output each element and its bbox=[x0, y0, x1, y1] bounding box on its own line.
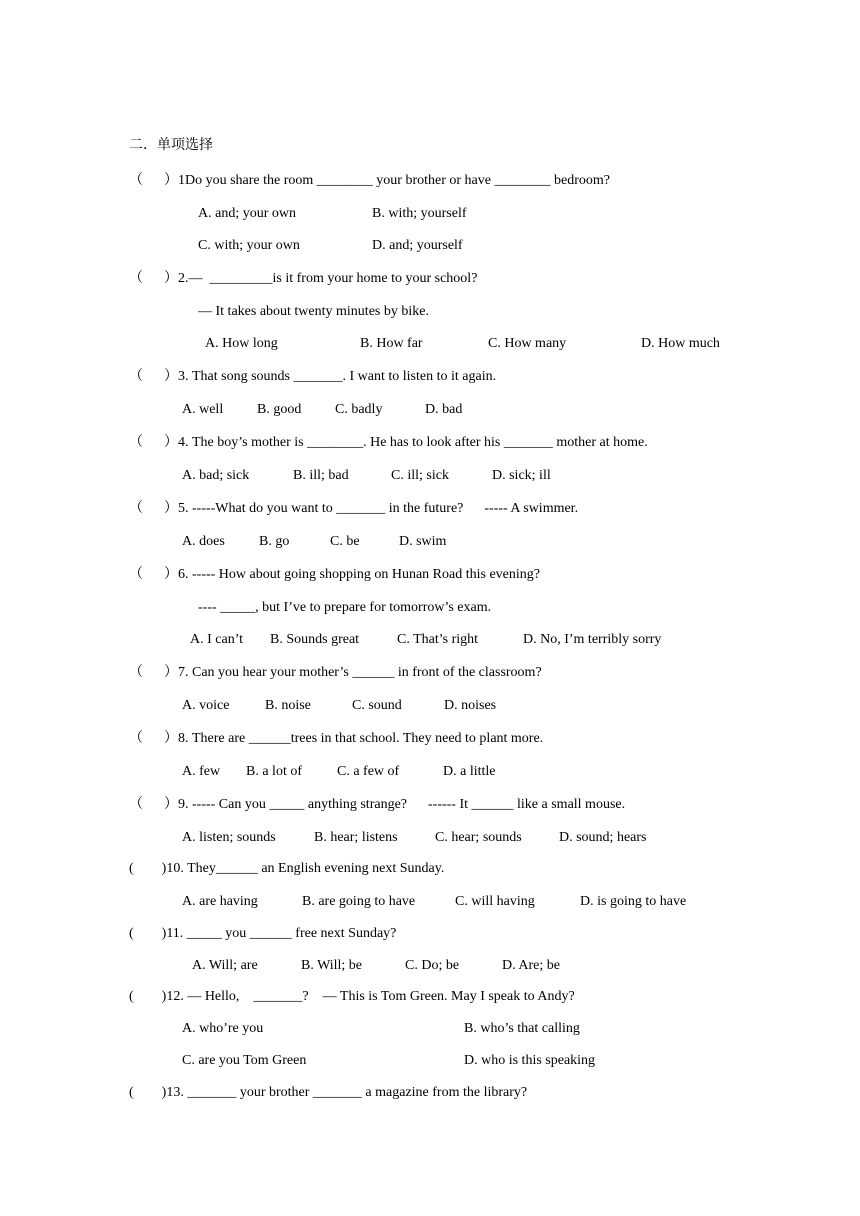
question-2-option-a: A. How long bbox=[205, 336, 278, 351]
question-3-option-a: A. well bbox=[182, 402, 224, 417]
question-4-option-d: D. sick; ill bbox=[492, 468, 551, 483]
question-1-option-b: B. with; yourself bbox=[372, 206, 467, 221]
question-8-option-d: D. a little bbox=[443, 764, 496, 779]
question-11-option-d: D. Are; be bbox=[502, 958, 560, 973]
question-5-option-d: D. swim bbox=[399, 534, 447, 549]
question-2-response: — It takes about twenty minutes by bike. bbox=[198, 304, 429, 319]
question-12-option-c: C. are you Tom Green bbox=[182, 1053, 307, 1068]
question-8-stem: （ ）8. There are ______trees in that school. They need to plant more. bbox=[129, 731, 544, 746]
question-3-option-d: D. bad bbox=[425, 402, 463, 417]
question-11-stem: ( )11. _____ you ______ free next Sunday? bbox=[129, 926, 397, 941]
question-12-stem: ( )12. — Hello, _______? — This is Tom Green. May I speak to Andy? bbox=[129, 989, 575, 1004]
question-13-stem: ( )13. _______ your brother _______ a magazine from the library? bbox=[129, 1085, 528, 1100]
question-12-option-b: B. who’s that calling bbox=[464, 1021, 580, 1036]
question-7-stem: （ ）7. Can you hear your mother’s ______ in front of the classroom? bbox=[129, 665, 542, 680]
question-2-option-b: B. How far bbox=[360, 336, 423, 351]
question-10-option-b: B. are going to have bbox=[302, 894, 416, 909]
question-3-option-c: C. badly bbox=[335, 402, 383, 417]
question-4-option-b: B. ill; bad bbox=[293, 468, 349, 483]
question-7-option-d: D. noises bbox=[444, 698, 497, 713]
question-2-option-c: C. How many bbox=[488, 336, 567, 351]
question-5-option-a: A. does bbox=[182, 534, 225, 549]
question-11-option-c: C. Do; be bbox=[405, 958, 460, 973]
question-6-option-b: B. Sounds great bbox=[270, 632, 360, 647]
section-title: 二．单项选择 bbox=[129, 138, 213, 153]
question-7-option-c: C. sound bbox=[352, 698, 402, 713]
question-4-option-a: A. bad; sick bbox=[182, 468, 250, 483]
question-11-option-b: B. Will; be bbox=[301, 958, 363, 973]
question-2-stem: （ ）2.— _________is it from your home to your school? bbox=[129, 271, 478, 286]
question-10-option-d: D. is going to have bbox=[580, 894, 687, 909]
question-3-stem: （ ）3. That song sounds _______. I want to listen to it again. bbox=[129, 369, 497, 384]
question-6-option-c: C. That’s right bbox=[397, 632, 479, 647]
question-1-stem: （ ）1Do you share the room ________ your brother or have ________ bedroom? bbox=[129, 173, 610, 188]
question-10-stem: ( )10. They______ an English evening next Sunday. bbox=[129, 861, 445, 876]
question-1-option-a: A. and; your own bbox=[198, 206, 296, 221]
question-8-option-b: B. a lot of bbox=[246, 764, 302, 779]
question-1-option-c: C. with; your own bbox=[198, 238, 300, 253]
question-9-stem: （ ）9. ----- Can you _____ anything strange? ------ It ______ like a small mouse. bbox=[129, 797, 626, 812]
question-4-stem: （ ）4. The boy’s mother is ________. He has to look after his _______ mother at home. bbox=[129, 435, 648, 450]
question-12-option-a: A. who’re you bbox=[182, 1021, 264, 1036]
question-5-option-b: B. go bbox=[259, 534, 290, 549]
question-8-option-a: A. few bbox=[182, 764, 221, 779]
question-9-option-c: C. hear; sounds bbox=[435, 830, 522, 845]
question-2-option-d: D. How much bbox=[641, 336, 720, 351]
question-7-option-a: A. voice bbox=[182, 698, 230, 713]
question-9-option-b: B. hear; listens bbox=[314, 830, 398, 845]
question-7-option-b: B. noise bbox=[265, 698, 311, 713]
question-6-stem: （ ）6. ----- How about going shopping on Hunan Road this evening? bbox=[129, 567, 540, 582]
question-4-option-c: C. ill; sick bbox=[391, 468, 449, 483]
question-9-option-d: D. sound; hears bbox=[559, 830, 647, 845]
question-1-option-d: D. and; yourself bbox=[372, 238, 463, 253]
question-6-response: ---- _____, but I’ve to prepare for tomorrow’s exam. bbox=[198, 600, 492, 615]
question-9-option-a: A. listen; sounds bbox=[182, 830, 276, 845]
question-5-option-c: C. be bbox=[330, 534, 360, 549]
question-10-option-a: A. are having bbox=[182, 894, 258, 909]
question-10-option-c: C. will having bbox=[455, 894, 535, 909]
question-5-stem: （ ）5. -----What do you want to _______ in the future? ----- A swimmer. bbox=[129, 501, 579, 516]
question-12-option-d: D. who is this speaking bbox=[464, 1053, 596, 1068]
question-6-option-d: D. No, I’m terribly sorry bbox=[523, 632, 662, 647]
question-6-option-a: A. I can’t bbox=[190, 632, 243, 647]
question-11-option-a: A. Will; are bbox=[192, 958, 258, 973]
question-8-option-c: C. a few of bbox=[337, 764, 400, 779]
question-3-option-b: B. good bbox=[257, 402, 302, 417]
